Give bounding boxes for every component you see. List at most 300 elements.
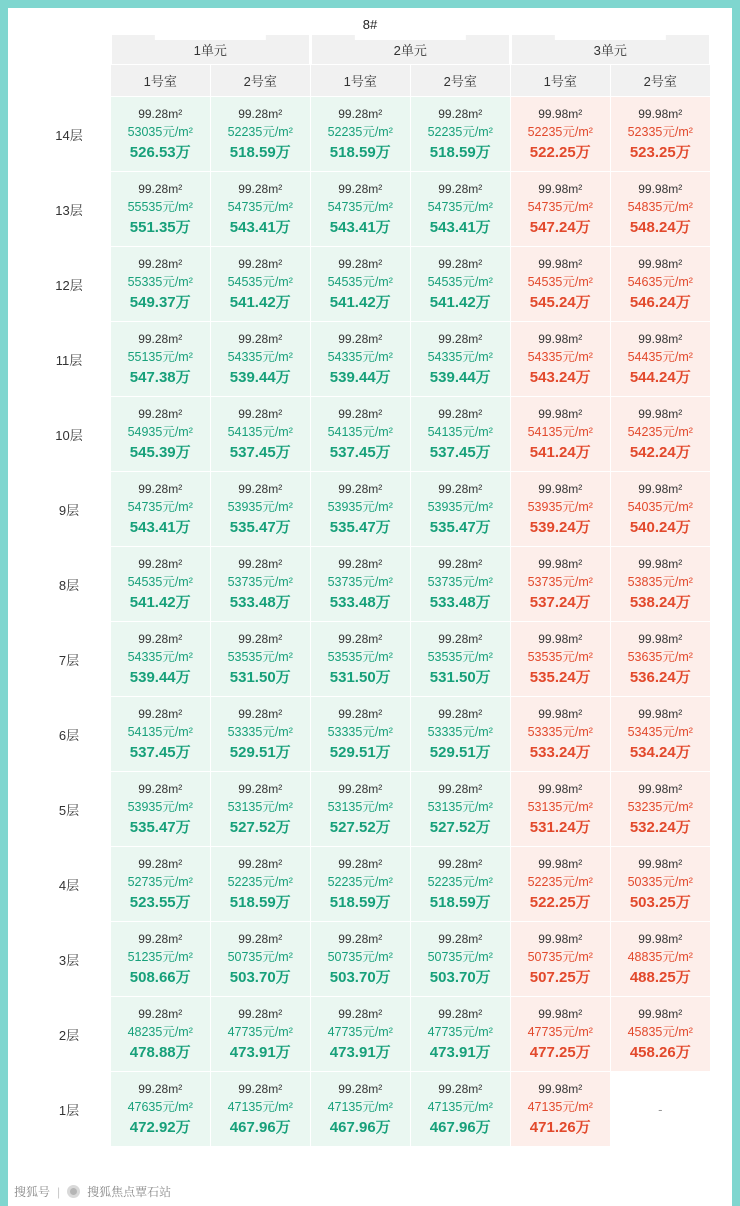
cell-total-price: 471.26万 bbox=[529, 1118, 591, 1136]
avatar bbox=[67, 1185, 80, 1198]
cell-area: 99.28m² bbox=[138, 256, 183, 271]
cell-total-price: 503.70万 bbox=[329, 968, 391, 986]
cell-total-price: 531.50万 bbox=[329, 668, 391, 686]
cell-area: 99.28m² bbox=[138, 556, 183, 571]
corner-blank bbox=[28, 35, 110, 65]
cell-area: 99.98m² bbox=[538, 931, 583, 946]
cell-unit-price: 52335元/m² bbox=[627, 124, 693, 139]
unit-price-cell[interactable] bbox=[610, 697, 710, 772]
cell-total-price: 503.25万 bbox=[629, 893, 691, 911]
cell-area: 99.98m² bbox=[538, 856, 583, 871]
unit-price-cell[interactable] bbox=[310, 1072, 410, 1147]
cell-total-price: 537.45万 bbox=[229, 443, 291, 461]
cell-unit-price: 53435元/m² bbox=[627, 724, 693, 739]
unit-price-cell[interactable] bbox=[110, 322, 210, 397]
cell-unit-price: 53535元/m² bbox=[327, 649, 393, 664]
cell-area: 99.28m² bbox=[138, 406, 183, 421]
unit-price-cell[interactable] bbox=[610, 172, 710, 247]
unit-price-cell[interactable] bbox=[610, 247, 710, 322]
cell-total-price: 518.59万 bbox=[329, 893, 391, 911]
footer-credit bbox=[14, 1183, 171, 1200]
cell-unit-price: 53135元/m² bbox=[427, 799, 493, 814]
cell-area: 99.28m² bbox=[238, 1081, 283, 1096]
price-table-body bbox=[28, 97, 710, 1147]
cell-unit-price: 51235元/m² bbox=[127, 949, 193, 964]
unit-price-cell[interactable] bbox=[210, 772, 310, 847]
unit-price-cell[interactable] bbox=[510, 847, 610, 922]
cell-area: 99.28m² bbox=[138, 1006, 183, 1021]
cell-total-price: 533.48万 bbox=[229, 593, 291, 611]
unit-price-cell[interactable] bbox=[210, 622, 310, 697]
table-row bbox=[28, 922, 710, 997]
cell-total-price: 508.66万 bbox=[129, 968, 191, 986]
cell-total-price: 548.24万 bbox=[629, 218, 691, 236]
cell-area: 99.98m² bbox=[538, 256, 583, 271]
cell-total-price: 537.45万 bbox=[329, 443, 391, 461]
room-header-1-2: 2号室 bbox=[210, 65, 310, 97]
room-header-2-2: 2号室 bbox=[410, 65, 510, 97]
cell-total-price: 535.24万 bbox=[529, 668, 591, 686]
cell-unit-price: 52235元/m² bbox=[227, 124, 293, 139]
unit-price-cell[interactable] bbox=[210, 397, 310, 472]
cell-unit-price: 52235元/m² bbox=[527, 874, 593, 889]
unit-price-cell[interactable] bbox=[210, 997, 310, 1072]
unit-price-cell[interactable] bbox=[210, 97, 310, 172]
cell-area: 99.28m² bbox=[338, 931, 383, 946]
cell-total-price: 539.44万 bbox=[429, 368, 491, 386]
cell-total-price: 543.24万 bbox=[529, 368, 591, 386]
cell-area: 99.98m² bbox=[638, 181, 683, 196]
cell-area: 99.28m² bbox=[138, 331, 183, 346]
cell-unit-price: 53135元/m² bbox=[327, 799, 393, 814]
unit-price-cell[interactable] bbox=[310, 847, 410, 922]
cell-total-price: 523.55万 bbox=[129, 893, 191, 911]
cell-area: 99.28m² bbox=[238, 1006, 283, 1021]
unit-price-cell[interactable] bbox=[310, 997, 410, 1072]
cell-area: 99.28m² bbox=[338, 706, 383, 721]
cell-total-price: 541.42万 bbox=[229, 293, 291, 311]
floor-label: 13层 bbox=[28, 172, 110, 247]
cell-unit-price: 54135元/m² bbox=[327, 424, 393, 439]
cell-unit-price: 47135元/m² bbox=[327, 1099, 393, 1114]
cell-area: 99.28m² bbox=[438, 181, 483, 196]
unit-price-cell[interactable] bbox=[310, 322, 410, 397]
unit-price-cell[interactable] bbox=[410, 772, 510, 847]
unit-price-cell[interactable] bbox=[510, 547, 610, 622]
unit-price-cell[interactable] bbox=[110, 697, 210, 772]
unit-price-cell[interactable] bbox=[510, 397, 610, 472]
cell-total-price: 518.59万 bbox=[229, 143, 291, 161]
cell-total-price: 472.92万 bbox=[129, 1118, 191, 1136]
price-table bbox=[28, 34, 712, 1147]
author-label: 搜狐焦点覃石站 bbox=[87, 1185, 172, 1199]
unit-price-cell[interactable] bbox=[310, 247, 410, 322]
unit-price-cell[interactable] bbox=[510, 772, 610, 847]
room-header-row bbox=[28, 65, 710, 97]
cell-total-price: 539.44万 bbox=[229, 368, 291, 386]
cell-area: 99.28m² bbox=[238, 556, 283, 571]
unit-price-cell[interactable] bbox=[210, 472, 310, 547]
unit-price-cell[interactable] bbox=[110, 847, 210, 922]
table-row bbox=[28, 847, 710, 922]
platform-label: 搜狐号 bbox=[14, 1185, 51, 1199]
cell-unit-price: 53935元/m² bbox=[327, 499, 393, 514]
cell-unit-price: 54335元/m² bbox=[127, 649, 193, 664]
unit-price-cell[interactable] bbox=[410, 622, 510, 697]
cell-total-price: 527.52万 bbox=[429, 818, 491, 836]
cell-unit-price: 53635元/m² bbox=[627, 649, 693, 664]
unit-price-cell[interactable] bbox=[610, 322, 710, 397]
cell-area: 99.28m² bbox=[438, 1081, 483, 1096]
cell-area: 99.28m² bbox=[338, 106, 383, 121]
cell-unit-price: 53335元/m² bbox=[427, 724, 493, 739]
cell-area: 99.28m² bbox=[338, 856, 383, 871]
cell-total-price: 526.53万 bbox=[129, 143, 191, 161]
unit-price-cell[interactable] bbox=[310, 172, 410, 247]
cell-unit-price: 47135元/m² bbox=[227, 1099, 293, 1114]
cell-area: 99.28m² bbox=[238, 931, 283, 946]
cell-unit-price: 53135元/m² bbox=[527, 799, 593, 814]
unit-price-cell[interactable] bbox=[210, 547, 310, 622]
cell-total-price: 547.24万 bbox=[529, 218, 591, 236]
unit-price-cell[interactable] bbox=[510, 322, 610, 397]
unit-price-cell[interactable] bbox=[310, 397, 410, 472]
cell-total-price: 534.24万 bbox=[629, 743, 691, 761]
cell-unit-price: 54435元/m² bbox=[627, 349, 693, 364]
cell-unit-price: 54735元/m² bbox=[427, 199, 493, 214]
unit-price-cell[interactable] bbox=[610, 847, 710, 922]
cell-unit-price: 54235元/m² bbox=[627, 424, 693, 439]
floor-label: 6层 bbox=[28, 697, 110, 772]
cell-unit-price: 47135元/m² bbox=[427, 1099, 493, 1114]
unit-price-cell[interactable] bbox=[610, 772, 710, 847]
table-row bbox=[28, 397, 710, 472]
unit-price-cell[interactable] bbox=[210, 922, 310, 997]
unit-price-cell[interactable] bbox=[110, 172, 210, 247]
cell-unit-price: 47135元/m² bbox=[527, 1099, 593, 1114]
unit-price-cell[interactable] bbox=[410, 997, 510, 1072]
cell-area: 99.98m² bbox=[638, 781, 683, 796]
unit-price-cell[interactable] bbox=[110, 472, 210, 547]
cell-total-price: 536.24万 bbox=[629, 668, 691, 686]
cell-area: 99.28m² bbox=[138, 631, 183, 646]
table-row bbox=[28, 772, 710, 847]
cell-total-price: 540.24万 bbox=[629, 518, 691, 536]
cell-unit-price: 52235元/m² bbox=[427, 124, 493, 139]
cell-unit-price: 52735元/m² bbox=[127, 874, 193, 889]
cell-total-price: 535.47万 bbox=[229, 518, 291, 536]
cell-unit-price: 54135元/m² bbox=[227, 424, 293, 439]
unit-price-cell[interactable] bbox=[110, 1072, 210, 1147]
unit-price-cell[interactable] bbox=[610, 622, 710, 697]
cell-unit-price: 53735元/m² bbox=[227, 574, 293, 589]
cell-total-price: 549.37万 bbox=[129, 293, 191, 311]
cell-unit-price: 54535元/m² bbox=[127, 574, 193, 589]
table-row bbox=[28, 997, 710, 1072]
cell-unit-price: 53335元/m² bbox=[327, 724, 393, 739]
cell-unit-price: 54335元/m² bbox=[427, 349, 493, 364]
unit-price-cell[interactable] bbox=[510, 172, 610, 247]
unit-price-cell[interactable] bbox=[510, 1072, 610, 1147]
unit-price-cell[interactable] bbox=[610, 397, 710, 472]
cell-total-price: 545.24万 bbox=[529, 293, 591, 311]
cell-unit-price: 53735元/m² bbox=[427, 574, 493, 589]
cell-area: 99.28m² bbox=[138, 781, 183, 796]
cell-area: 99.98m² bbox=[538, 181, 583, 196]
unit-price-cell[interactable] bbox=[410, 247, 510, 322]
floor-label: 7层 bbox=[28, 622, 110, 697]
empty-cell-dash: - bbox=[658, 1101, 663, 1117]
decorative-frame-top bbox=[0, 0, 740, 8]
cell-total-price: 537.45万 bbox=[429, 443, 491, 461]
room-header-3-1: 1号室 bbox=[510, 65, 610, 97]
cell-total-price: 518.59万 bbox=[429, 143, 491, 161]
cell-area: 99.98m² bbox=[538, 631, 583, 646]
cell-total-price: 522.25万 bbox=[529, 893, 591, 911]
cell-area: 99.28m² bbox=[138, 1081, 183, 1096]
decorative-frame-right bbox=[732, 0, 740, 1206]
cell-unit-price: 54735元/m² bbox=[527, 199, 593, 214]
cell-unit-price: 53735元/m² bbox=[527, 574, 593, 589]
unit-price-cell[interactable] bbox=[310, 622, 410, 697]
floor-label: 10层 bbox=[28, 397, 110, 472]
unit-price-cell[interactable] bbox=[410, 922, 510, 997]
unit-price-cell[interactable] bbox=[110, 772, 210, 847]
unit-price-cell[interactable] bbox=[510, 922, 610, 997]
unit-price-cell[interactable] bbox=[110, 622, 210, 697]
corner-blank-2 bbox=[28, 65, 110, 97]
cell-area: 99.28m² bbox=[338, 406, 383, 421]
cell-total-price: 551.35万 bbox=[129, 218, 191, 236]
cell-unit-price: 54735元/m² bbox=[127, 499, 193, 514]
cell-total-price: 546.24万 bbox=[629, 293, 691, 311]
unit-price-cell[interactable] bbox=[510, 622, 610, 697]
unit-price-cell[interactable] bbox=[510, 97, 610, 172]
cell-area: 99.98m² bbox=[538, 706, 583, 721]
price-table-container bbox=[8, 8, 732, 1206]
cell-area: 99.98m² bbox=[638, 556, 683, 571]
floor-label: 12层 bbox=[28, 247, 110, 322]
unit-price-cell[interactable] bbox=[610, 997, 710, 1072]
unit-price-cell[interactable] bbox=[410, 322, 510, 397]
floor-label: 11层 bbox=[28, 322, 110, 397]
cell-unit-price: 54135元/m² bbox=[527, 424, 593, 439]
cell-total-price: 543.41万 bbox=[429, 218, 491, 236]
cell-area: 99.28m² bbox=[438, 706, 483, 721]
cell-total-price: 518.59万 bbox=[229, 893, 291, 911]
cell-unit-price: 50735元/m² bbox=[327, 949, 393, 964]
cell-total-price: 537.45万 bbox=[129, 743, 191, 761]
cell-unit-price: 54135元/m² bbox=[427, 424, 493, 439]
cell-total-price: 544.24万 bbox=[629, 368, 691, 386]
unit-price-cell[interactable] bbox=[410, 847, 510, 922]
unit-price-cell[interactable] bbox=[110, 247, 210, 322]
unit-price-cell[interactable] bbox=[210, 247, 310, 322]
unit-price-cell[interactable] bbox=[510, 247, 610, 322]
floor-label: 1层 bbox=[28, 1072, 110, 1147]
cell-area: 99.28m² bbox=[338, 1081, 383, 1096]
cell-unit-price: 47735元/m² bbox=[327, 1024, 393, 1039]
unit-price-cell[interactable] bbox=[110, 97, 210, 172]
cell-area: 99.98m² bbox=[538, 556, 583, 571]
cell-total-price: 503.70万 bbox=[429, 968, 491, 986]
cell-area: 99.28m² bbox=[238, 256, 283, 271]
unit-price-cell[interactable] bbox=[410, 397, 510, 472]
cell-total-price: 541.42万 bbox=[329, 293, 391, 311]
cell-area: 99.28m² bbox=[438, 556, 483, 571]
cell-total-price: 473.91万 bbox=[429, 1043, 491, 1061]
cell-area: 99.28m² bbox=[238, 631, 283, 646]
cell-area: 99.28m² bbox=[438, 1006, 483, 1021]
floor-label: 4层 bbox=[28, 847, 110, 922]
cell-unit-price: 54535元/m² bbox=[427, 274, 493, 289]
cell-total-price: 535.47万 bbox=[129, 818, 191, 836]
table-row bbox=[28, 247, 710, 322]
cell-unit-price: 53935元/m² bbox=[427, 499, 493, 514]
unit-header-row bbox=[28, 35, 710, 65]
unit-price-cell[interactable] bbox=[310, 922, 410, 997]
unit-price-cell[interactable] bbox=[110, 547, 210, 622]
unit-price-cell[interactable] bbox=[210, 697, 310, 772]
room-header-1-1: 1号室 bbox=[110, 65, 210, 97]
cell-unit-price: 54335元/m² bbox=[227, 349, 293, 364]
cell-unit-price: 54535元/m² bbox=[227, 274, 293, 289]
unit-price-cell[interactable] bbox=[310, 697, 410, 772]
cell-area: 99.28m² bbox=[238, 481, 283, 496]
cell-total-price: 529.51万 bbox=[229, 743, 291, 761]
cell-area: 99.28m² bbox=[438, 781, 483, 796]
unit-price-cell[interactable] bbox=[210, 847, 310, 922]
unit-price-cell[interactable] bbox=[610, 922, 710, 997]
unit-price-cell[interactable] bbox=[410, 172, 510, 247]
unit-price-cell[interactable] bbox=[310, 772, 410, 847]
unit-price-cell[interactable] bbox=[410, 97, 510, 172]
cell-total-price: 531.50万 bbox=[229, 668, 291, 686]
cell-total-price: 539.24万 bbox=[529, 518, 591, 536]
cell-area: 99.28m² bbox=[338, 481, 383, 496]
cell-total-price: 488.25万 bbox=[629, 968, 691, 986]
unit-price-cell[interactable] bbox=[210, 1072, 310, 1147]
cell-total-price: 541.24万 bbox=[529, 443, 591, 461]
cell-total-price: 518.59万 bbox=[329, 143, 391, 161]
table-row bbox=[28, 172, 710, 247]
cell-unit-price: 54735元/m² bbox=[327, 199, 393, 214]
cell-total-price: 545.39万 bbox=[129, 443, 191, 461]
unit-price-cell[interactable] bbox=[510, 997, 610, 1072]
unit-price-cell[interactable] bbox=[310, 472, 410, 547]
cell-total-price: 535.47万 bbox=[429, 518, 491, 536]
cell-total-price: 458.26万 bbox=[629, 1043, 691, 1061]
cell-area: 99.98m² bbox=[638, 331, 683, 346]
cell-unit-price: 55135元/m² bbox=[127, 349, 193, 364]
cell-area: 99.28m² bbox=[138, 706, 183, 721]
unit-price-cell[interactable] bbox=[310, 547, 410, 622]
cell-unit-price: 53935元/m² bbox=[127, 799, 193, 814]
unit-price-cell[interactable] bbox=[610, 547, 710, 622]
cell-total-price: 529.51万 bbox=[429, 743, 491, 761]
cell-unit-price: 47735元/m² bbox=[227, 1024, 293, 1039]
cell-total-price: 522.25万 bbox=[529, 143, 591, 161]
cell-area: 99.28m² bbox=[338, 331, 383, 346]
cell-total-price: 473.91万 bbox=[329, 1043, 391, 1061]
unit-price-cell[interactable] bbox=[210, 322, 310, 397]
cell-unit-price: 47735元/m² bbox=[527, 1024, 593, 1039]
cell-unit-price: 54735元/m² bbox=[227, 199, 293, 214]
cell-area: 99.98m² bbox=[638, 631, 683, 646]
cell-unit-price: 53235元/m² bbox=[627, 799, 693, 814]
unit-price-cell[interactable] bbox=[610, 1072, 710, 1147]
floor-label: 2层 bbox=[28, 997, 110, 1072]
cell-unit-price: 50735元/m² bbox=[527, 949, 593, 964]
cell-unit-price: 52235元/m² bbox=[327, 874, 393, 889]
cell-total-price: 535.47万 bbox=[329, 518, 391, 536]
cell-unit-price: 53035元/m² bbox=[127, 124, 193, 139]
cell-total-price: 541.42万 bbox=[429, 293, 491, 311]
unit-price-cell[interactable] bbox=[410, 1072, 510, 1147]
cell-unit-price: 54035元/m² bbox=[627, 499, 693, 514]
cell-total-price: 527.52万 bbox=[229, 818, 291, 836]
cell-area: 99.28m² bbox=[138, 106, 183, 121]
unit-price-cell[interactable] bbox=[110, 397, 210, 472]
unit-price-cell[interactable] bbox=[210, 172, 310, 247]
unit-price-cell[interactable] bbox=[410, 547, 510, 622]
unit-price-cell[interactable] bbox=[510, 697, 610, 772]
unit-price-cell[interactable] bbox=[110, 922, 210, 997]
cell-area: 99.28m² bbox=[338, 256, 383, 271]
cell-unit-price: 52235元/m² bbox=[227, 874, 293, 889]
cell-area: 99.28m² bbox=[338, 181, 383, 196]
cell-total-price: 539.44万 bbox=[129, 668, 191, 686]
room-header-3-2: 2号室 bbox=[610, 65, 710, 97]
unit-price-cell[interactable] bbox=[510, 472, 610, 547]
cell-area: 99.98m² bbox=[638, 856, 683, 871]
table-row bbox=[28, 547, 710, 622]
floor-label: 9层 bbox=[28, 472, 110, 547]
cell-area: 99.28m² bbox=[438, 631, 483, 646]
table-row bbox=[28, 472, 710, 547]
cell-area: 99.98m² bbox=[638, 256, 683, 271]
cell-total-price: 533.48万 bbox=[329, 593, 391, 611]
cell-total-price: 543.41万 bbox=[129, 518, 191, 536]
cell-total-price: 477.25万 bbox=[529, 1043, 591, 1061]
unit-price-cell[interactable] bbox=[110, 997, 210, 1072]
cell-unit-price: 53835元/m² bbox=[627, 574, 693, 589]
cell-area: 99.98m² bbox=[638, 706, 683, 721]
unit-price-cell[interactable] bbox=[610, 472, 710, 547]
table-row bbox=[28, 322, 710, 397]
cell-total-price: 537.24万 bbox=[529, 593, 591, 611]
cell-unit-price: 55335元/m² bbox=[127, 274, 193, 289]
cell-total-price: 543.41万 bbox=[329, 218, 391, 236]
unit-price-cell[interactable] bbox=[610, 97, 710, 172]
cell-area: 99.28m² bbox=[238, 781, 283, 796]
table-row bbox=[28, 697, 710, 772]
unit-price-cell[interactable] bbox=[410, 697, 510, 772]
cell-area: 99.28m² bbox=[438, 406, 483, 421]
floor-label: 5层 bbox=[28, 772, 110, 847]
cell-unit-price: 52235元/m² bbox=[327, 124, 393, 139]
cell-unit-price: 53735元/m² bbox=[327, 574, 393, 589]
unit-price-cell[interactable] bbox=[310, 97, 410, 172]
cell-unit-price: 54535元/m² bbox=[327, 274, 393, 289]
cell-area: 99.98m² bbox=[638, 931, 683, 946]
cell-unit-price: 52235元/m² bbox=[427, 874, 493, 889]
cell-area: 99.28m² bbox=[138, 181, 183, 196]
cell-unit-price: 50335元/m² bbox=[627, 874, 693, 889]
floor-label: 8层 bbox=[28, 547, 110, 622]
cell-total-price: 527.52万 bbox=[329, 818, 391, 836]
unit-price-cell[interactable] bbox=[410, 472, 510, 547]
